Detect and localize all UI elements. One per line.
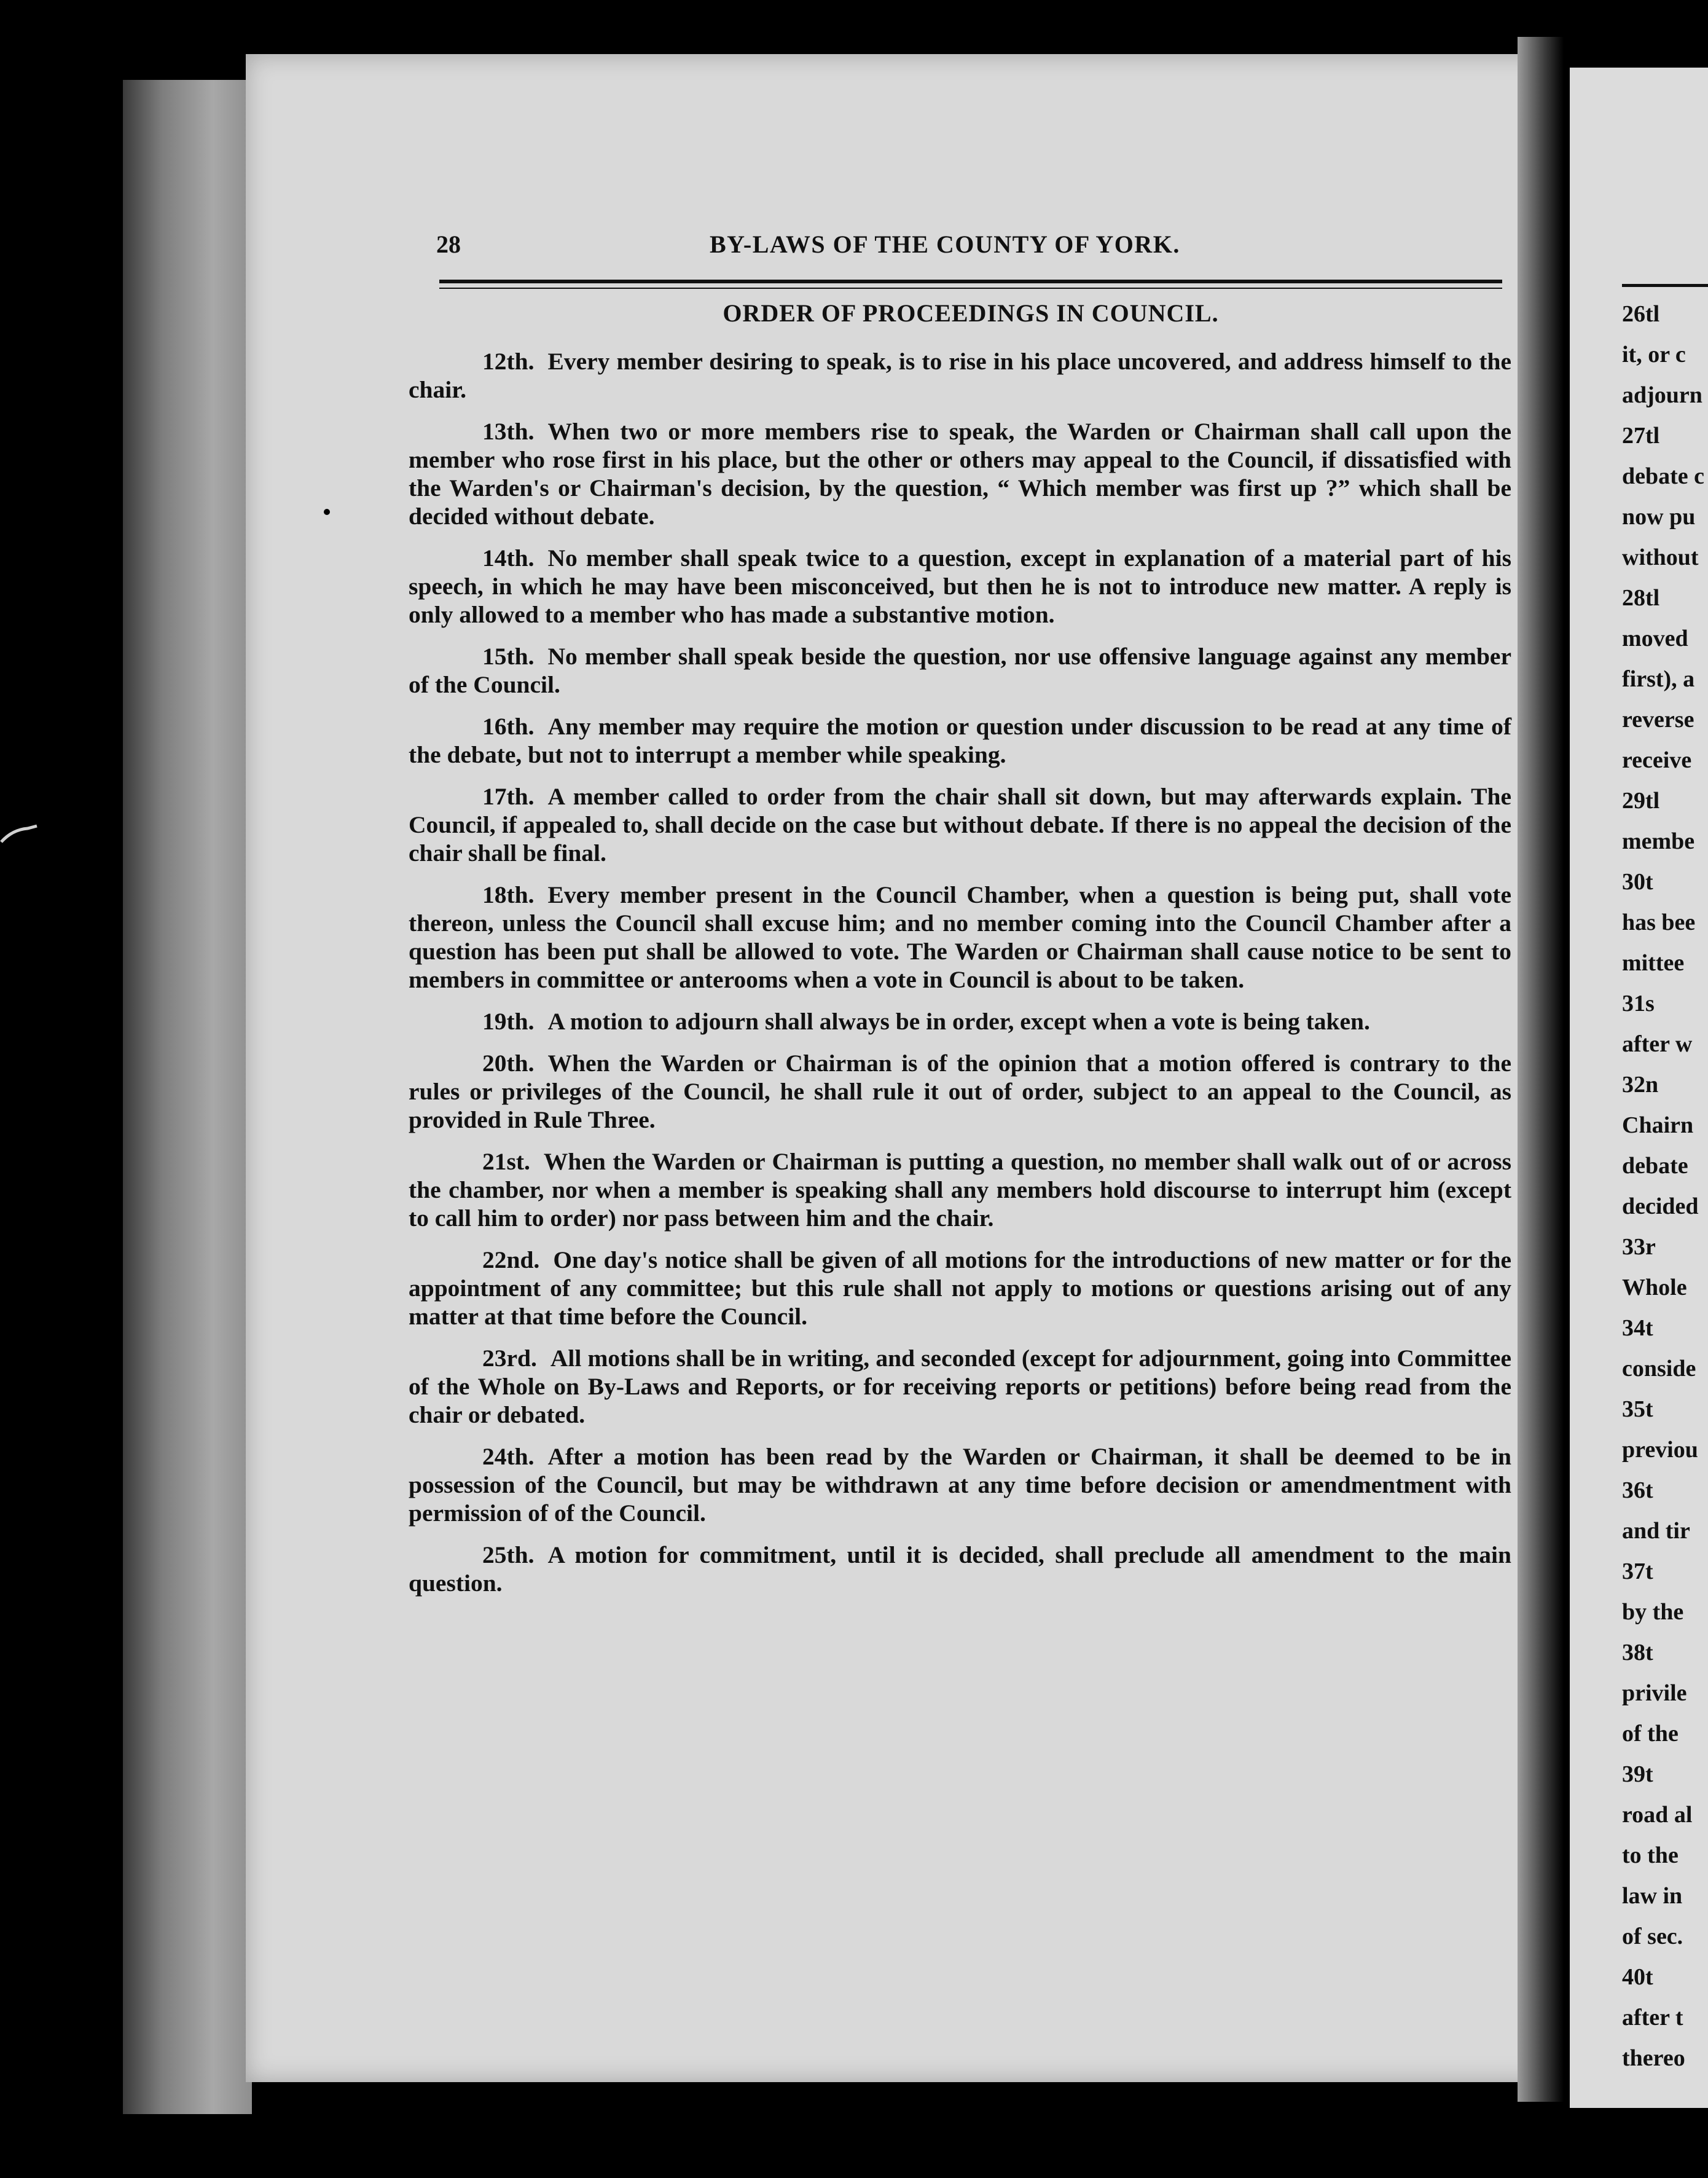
page-number: 28 bbox=[436, 230, 461, 258]
facing-page-fragment: 38t bbox=[1622, 1640, 1653, 1665]
rule-13 bbox=[409, 417, 1511, 530]
rule-number: 17th. bbox=[482, 783, 535, 810]
rule-text: When the Warden or Chairman is of the opinion that a motion offered is contrary to the rules or privileges of the Council, he shall rule it out of order, subject to an appeal to the Council, as provided in Rule Three. bbox=[409, 1050, 1511, 1133]
rule-23 bbox=[409, 1344, 1511, 1429]
margin-ink-mark bbox=[0, 824, 43, 848]
facing-page-fragment: 27tl bbox=[1622, 423, 1660, 449]
facing-page-fragment: thereo bbox=[1622, 2045, 1685, 2071]
facing-page-fragment: previou bbox=[1622, 1437, 1698, 1463]
facing-page-fragment: 40t bbox=[1622, 1964, 1653, 1990]
rule-number: 16th. bbox=[482, 713, 535, 740]
rule-text: A motion to adjourn shall always be in order, except when a vote is being taken. bbox=[547, 1008, 1370, 1035]
facing-page-fragment: membe bbox=[1622, 828, 1695, 854]
facing-page-fragment: 37t bbox=[1622, 1559, 1653, 1584]
facing-page-fragment: has bee bbox=[1622, 910, 1696, 935]
facing-page-fragment: 31s bbox=[1622, 991, 1655, 1016]
rule-21 bbox=[409, 1147, 1511, 1232]
facing-page-fragment: 28tl bbox=[1622, 585, 1660, 611]
facing-page-fragment: Chairn bbox=[1622, 1112, 1694, 1138]
rule-text: No member shall speak beside the question, nor use offensive language against any member of the Council. bbox=[409, 643, 1511, 698]
facing-page-fragment: debate bbox=[1622, 1153, 1688, 1179]
rule-number: 22nd. bbox=[482, 1246, 540, 1273]
facing-page-fragment: after t bbox=[1622, 2005, 1683, 2031]
facing-page-fragment: decided bbox=[1622, 1193, 1699, 1219]
running-head bbox=[436, 226, 1253, 263]
facing-page-fragments bbox=[1622, 300, 1708, 2085]
rule-16 bbox=[409, 712, 1511, 769]
facing-page-fragment: law in bbox=[1622, 1883, 1683, 1909]
rule-number: 13th. bbox=[482, 418, 535, 445]
rule-20 bbox=[409, 1049, 1511, 1134]
rule-12 bbox=[409, 347, 1511, 404]
rule-14 bbox=[409, 544, 1511, 629]
facing-page-rule bbox=[1622, 284, 1708, 287]
rules-list bbox=[409, 347, 1511, 1611]
facing-page-fragment: of the bbox=[1622, 1721, 1679, 1747]
header-rule-thin bbox=[439, 288, 1502, 289]
header-rule-thick bbox=[439, 280, 1502, 283]
facing-page-fragment: 33r bbox=[1622, 1234, 1656, 1260]
rule-22 bbox=[409, 1246, 1511, 1331]
facing-page-fragment: adjourn bbox=[1622, 382, 1702, 408]
facing-page-fragment: and tir bbox=[1622, 1518, 1690, 1544]
rule-number: 12th. bbox=[482, 348, 535, 375]
rule-24 bbox=[409, 1442, 1511, 1527]
facing-page-fragment: Whole bbox=[1622, 1275, 1687, 1300]
margin-ink-dot bbox=[324, 509, 330, 515]
rule-number: 20th. bbox=[482, 1050, 535, 1077]
rule-text: All motions shall be in writing, and seconded (except for adjournment, going into Committee of the Whole on By-Laws and Reports, or for receiving reports or petitions) before being read from the chair or debated. bbox=[409, 1345, 1511, 1428]
rule-25 bbox=[409, 1541, 1511, 1597]
rule-number: 18th. bbox=[482, 881, 535, 908]
facing-page-fragment: 32n bbox=[1622, 1072, 1659, 1098]
rule-18 bbox=[409, 881, 1511, 994]
facing-page-fragment: road al bbox=[1622, 1802, 1693, 1828]
facing-page-fragment: 39t bbox=[1622, 1761, 1653, 1787]
facing-page-fragment: of sec. bbox=[1622, 1924, 1683, 1949]
rule-text: Any member may require the motion or question under discussion to be read at any time of the debate, but not to interrupt a member while speaking. bbox=[409, 713, 1511, 768]
rule-text: One day's notice shall be given of all motions for the introductions of new matter or for the appointment of any committee; but this rule shall not apply to motions or questions arising out of any matter at that time before the Council. bbox=[409, 1246, 1511, 1330]
facing-page-fragment: now pu bbox=[1622, 504, 1696, 530]
rule-17 bbox=[409, 782, 1511, 867]
rule-number: 24th. bbox=[482, 1443, 535, 1470]
facing-page-fragment: it, or c bbox=[1622, 342, 1686, 368]
facing-page-fragment: 35t bbox=[1622, 1396, 1653, 1422]
facing-page-fragment: reverse bbox=[1622, 707, 1694, 733]
rule-number: 19th. bbox=[482, 1008, 535, 1035]
facing-page-fragment: to the bbox=[1622, 1842, 1679, 1868]
rule-19 bbox=[409, 1007, 1511, 1036]
rule-15 bbox=[409, 642, 1511, 699]
facing-page-fragment: without bbox=[1622, 544, 1699, 570]
rule-number: 25th. bbox=[482, 1541, 535, 1568]
facing-page-fragment: moved bbox=[1622, 626, 1688, 651]
facing-page-fragment: 34t bbox=[1622, 1315, 1653, 1341]
rule-number: 21st. bbox=[482, 1148, 530, 1175]
section-title: ORDER OF PROCEEDINGS IN COUNCIL. bbox=[723, 299, 1219, 327]
facing-page-fragment: first), a bbox=[1622, 666, 1695, 692]
rule-text: No member shall speak twice to a question, except in explanation of a material part of his speech, in which he may have been misconceived, but then he is not to introduce new matter. A reply is only allowed to a member who has made a substantive motion. bbox=[409, 544, 1511, 628]
rule-text: When the Warden or Chairman is putting a question, no member shall walk out of or across the chamber, nor when a member is speaking shall any members hold discourse to interrupt him (except to call him to order) nor pass between him and the chair. bbox=[409, 1148, 1511, 1232]
rule-number: 15th. bbox=[482, 643, 535, 670]
facing-page-fragment: after w bbox=[1622, 1031, 1693, 1057]
rule-text: Every member desiring to speak, is to rise in his place uncovered, and address himself to the chair. bbox=[409, 348, 1511, 403]
facing-page-fragment: mittee bbox=[1622, 950, 1685, 976]
facing-page-fragment: 30t bbox=[1622, 869, 1653, 895]
book-gutter bbox=[1518, 37, 1564, 2102]
rule-text: A motion for commitment, until it is decided, shall preclude all amendment to the main question. bbox=[409, 1541, 1511, 1597]
rule-text: After a motion has been read by the Warden or Chairman, it shall be deemed to be in possession of the Council, but may be withdrawn at any time before decision or amendmentment with permission of of the Council. bbox=[409, 1443, 1511, 1527]
running-head-title: BY-LAWS OF THE COUNTY OF YORK. bbox=[710, 230, 1180, 258]
rule-text: Every member present in the Council Chamber, when a question is being put, shall vote thereon, unless the Council shall excuse him; and no member coming into the Council Chamber after a question has been put shall be allowed to vote. The Warden or Chairman shall cause notice to be sent to members in committee or anterooms when a vote in Council is about to be taken. bbox=[409, 881, 1511, 993]
rule-number: 14th. bbox=[482, 544, 535, 572]
facing-page-fragment: receive bbox=[1622, 747, 1692, 773]
facing-page-fragment: by the bbox=[1622, 1599, 1684, 1625]
rule-number: 23rd. bbox=[482, 1345, 537, 1372]
rule-text: A member called to order from the chair shall sit down, but may afterwards explain. The Council, if appealed to, shall decide on the case but without debate. If there is no appeal the decision of the chair shall be final. bbox=[409, 783, 1511, 867]
book-page-edges bbox=[123, 80, 252, 2114]
facing-page-fragment: debate c bbox=[1622, 463, 1705, 489]
facing-page-fragment: privile bbox=[1622, 1680, 1687, 1706]
facing-page-fragment: 29tl bbox=[1622, 788, 1660, 814]
facing-page-fragment: conside bbox=[1622, 1356, 1696, 1382]
facing-page-fragment: 36t bbox=[1622, 1477, 1653, 1503]
rule-text: When two or more members rise to speak, the Warden or Chairman shall call upon the member who rose first in his place, but the other or others may appeal to the Council, if dissatisfied with the Warden's or Chairman's decision, by the question, “ Which member was first up ?” which shall be decided without debate. bbox=[409, 418, 1511, 530]
facing-page-fragment: 26tl bbox=[1622, 301, 1660, 327]
